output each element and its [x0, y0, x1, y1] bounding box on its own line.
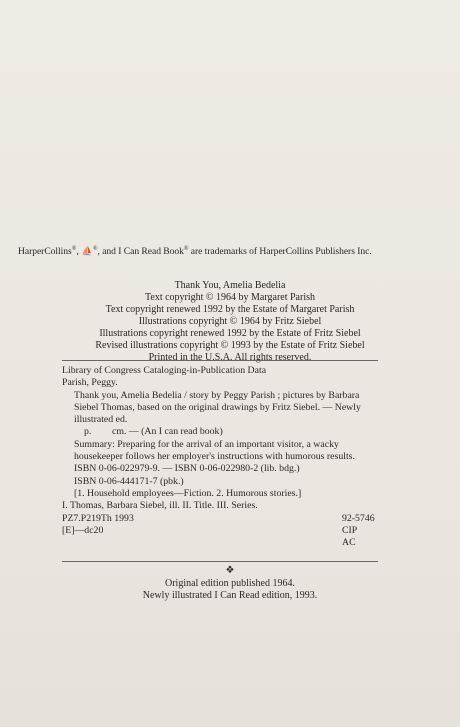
edition-block: [40, 578, 420, 602]
ornament-icon: ❖: [225, 565, 235, 576]
publisher-logo-icon: , ⛵: [76, 247, 94, 258]
publisher-name: HarperCollins: [18, 246, 72, 258]
copyright-line: Text copyright renewed 1992 by the Estate of Margaret Parish: [105, 304, 355, 315]
trademark-notice: HarperCollins®, ⛵®, and I Can Read Book® are trademarks of HarperCollins Publishers Inc.: [18, 246, 372, 258]
edition-line: Original edition published 1964.: [165, 578, 295, 589]
ac-mark: AC: [342, 537, 356, 549]
trademark-text: , and I Can Read Book: [97, 246, 184, 258]
copyright-line: Revised illustrations copyright © 1993 by the Estate of Fritz Siebel: [95, 340, 365, 351]
edition-line: Newly illustrated I Can Read edition, 1993.: [142, 590, 318, 601]
copyright-line: Printed in the U.S.A. All rights reserved.: [148, 352, 312, 363]
copyright-line: Illustrations copyright © 1964 by Fritz Siebel: [138, 316, 322, 327]
cip-isbn: ISBN 0-06-444171-7 (pbk.): [74, 475, 184, 487]
copyright-line: Text copyright © 1964 by Margaret Parish: [144, 292, 315, 303]
cip-lccn: 92-5746: [342, 512, 375, 524]
copyright-line: Illustrations copyright renewed 1992 by the Estate of Fritz Siebel: [99, 328, 361, 339]
cip-ac-row: [62, 537, 382, 549]
cip-dewey-row: [62, 525, 382, 537]
cip-tracings: I. Thomas, Barbara Siebel, ill. II. Title. III. Series.: [62, 500, 258, 512]
divider-bottom: [62, 561, 378, 562]
copyright-block: [40, 280, 420, 364]
cip-description: Thank you, Amelia Bedelia / story by Peggy Parish ; pictures by Barbara Siebel Thomas, based on the original drawings by Fritz Siebel. — Newly illustrated ed.: [74, 389, 361, 426]
cip-dewey: [E]—dc20: [62, 524, 104, 536]
divider-top: [62, 360, 378, 361]
cip-call-number-row: [62, 513, 382, 525]
cip-subjects: [1. Household employees—Fiction. 2. Humorous stories.]: [74, 487, 302, 499]
trademark-suffix: are trademarks of HarperCollins Publishers Inc.: [188, 246, 372, 258]
cip-heading: Library of Congress Cataloging-in-Publication Data: [62, 365, 267, 376]
cip-mark: CIP: [342, 524, 358, 536]
cip-call-number: PZ7.P219Th 1993: [62, 512, 134, 524]
cip-pagination: p. cm. — (An I can read book): [84, 426, 223, 438]
cip-isbn: ISBN 0-06-022979-9. — ISBN 0-06-022980-2 (lib. bdg.): [74, 463, 300, 475]
cip-summary: Summary: Preparing for the arrival of an important visitor, a wacky housekeeper follows her employer's instructions with humorous results.: [74, 438, 355, 463]
copyright-line: Thank You, Amelia Bedelia: [174, 280, 286, 291]
cip-author: Parish, Peggy.: [62, 377, 118, 389]
cataloging-data: [62, 365, 382, 549]
